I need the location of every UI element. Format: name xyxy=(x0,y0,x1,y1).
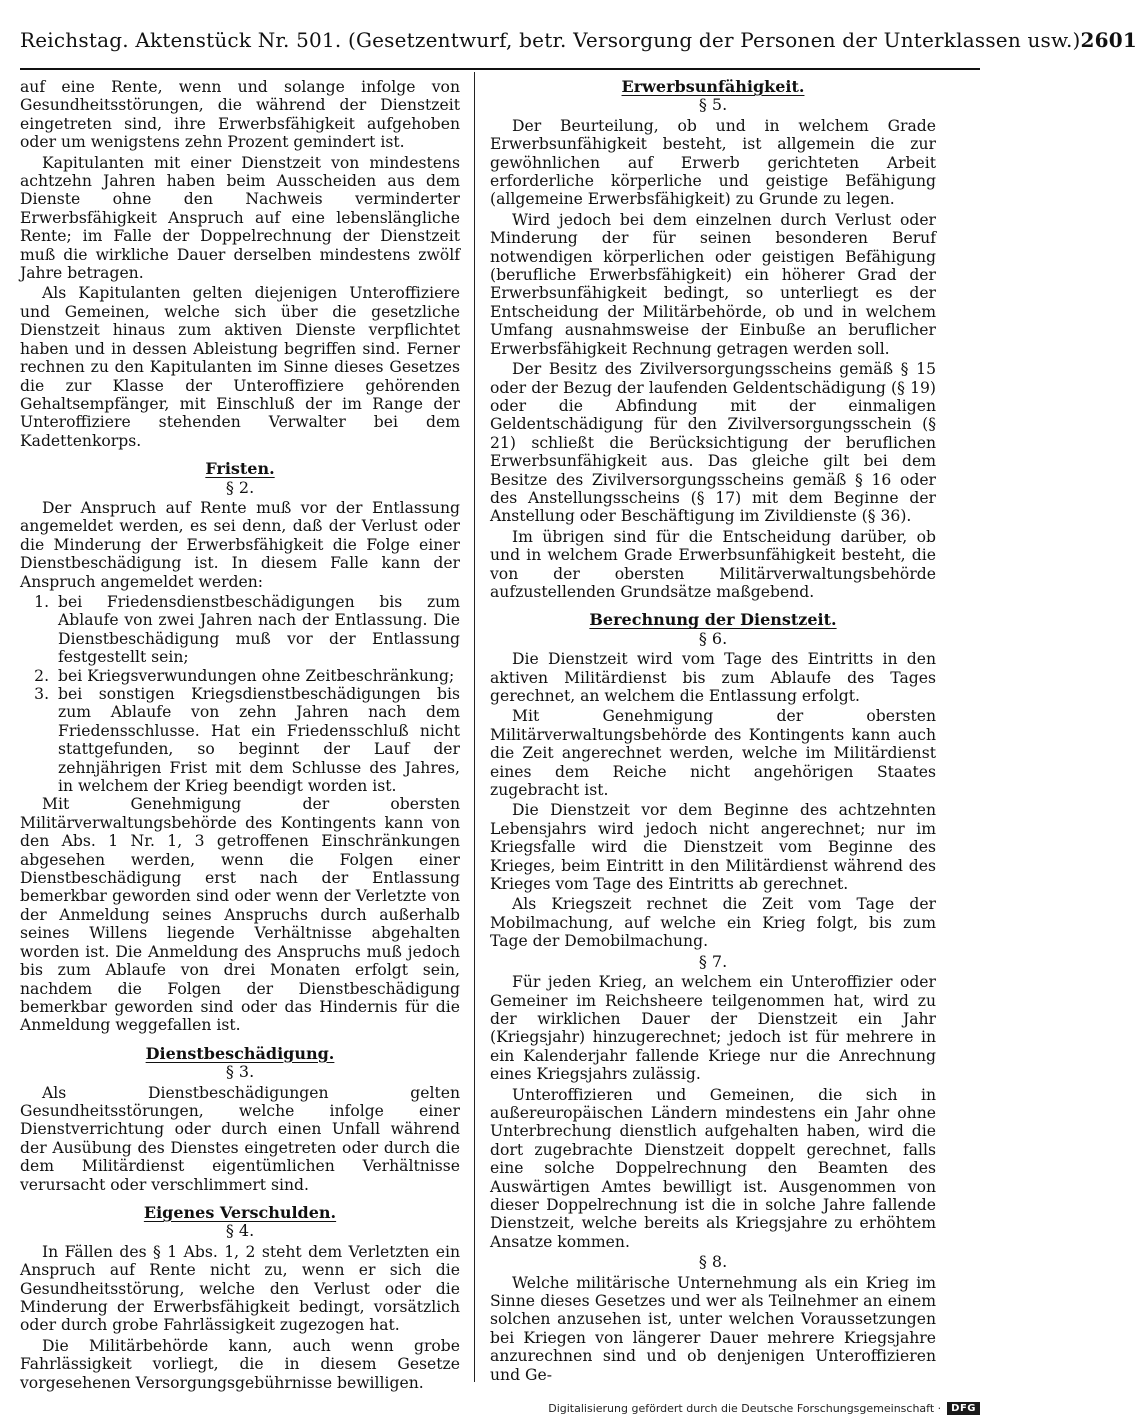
section-heading-dienstbeschaedigung: Dienstbeschädigung. xyxy=(145,1043,335,1063)
paragraph: Unteroffizieren und Gemeinen, die sich in außereuropäischen Ländern mindestens ein Jahr ohne Unterbrechung dienstlich aufgehalten haben, wird die dort zugebrachte Dienstzeit doppelt gerechnet, falls eine solche Doppelrechnung den Beamten des Auswärtigen Amtes bewilligt ist. Ausgenommen von dieser Doppelrechnung ist die in solche Jahre fallende Dienstzeit, welche bereits als Kriegsjahre zu erhöhtem Ansatze kommen. xyxy=(490,1085,936,1251)
paragraph: Mit Genehmigung der obersten Militärverwaltungsbehörde des Kontingents kann von den Abs. 1 Nr. 1, 3 getroffenen Einschränkungen abgesehen werden, wenn die Folgen einer Dienstbeschädigung erst nach der Entlassung bemerkbar geworden sind oder wenn der Verletzte von der Anmeldung seines Anspruchs durch außerhalb seines Willens liegende Verhältnisse abgehalten worden ist. Die Anmeldung des Anspruchs muß jedoch bis zum Ablaufe von drei Monaten erfolgt sein, nachdem die Folgen der Dienstbeschädigung bemerkbar geworden sind oder das Hindernis für die Anmeldung weggefallen ist. xyxy=(20,795,460,1035)
paragraph: Kapitulanten mit einer Dienstzeit von mindestens achtzehn Jahren haben beim Ausscheiden aus dem Dienste ohne den Nachweis verminderter Erwerbsfähigkeit Anspruch auf eine lebenslängliche Rente; im Falle der Doppelrechnung der Dienstzeit muß die wirkliche Dauer derselben mindestens zwölf Jahre betragen. xyxy=(20,153,460,283)
column-divider xyxy=(474,72,475,1382)
paragraph: Der Besitz des Zivilversorgungsscheins gemäß § 15 oder der Bezug der laufenden Geldentschädigung (§ 19) oder die Abfindung mit der einmaligen Geldentschädigung für den Zivilversorgungsschein (§ 21) schließt die Berücksichtigung der beruflichen Erwerbsunfähigkeit aus. Das gleiche gilt bei dem Besitze des Zivilversorgungsscheins gemäß § 16 oder des Anstellungsscheins (§ 17) mit dem Beginne der Anstellung oder Beschäftigung im Zivildienste (§ 36). xyxy=(490,360,936,526)
section-heading-eigenes-verschulden: Eigenes Verschulden. xyxy=(143,1202,337,1222)
page-number: 2601 xyxy=(1080,28,1137,52)
paragraph: Der Beurteilung, ob und in welchem Grade Erwerbsunfähigkeit besteht, ist allgemein die zur gewöhnlichen auf Erwerb gerichteten Arbeit erforderliche körperliche und geistige Befähigung (allgemeine Erwerbsfähigkeit) zu Grunde zu legen. xyxy=(490,116,936,209)
list-item: 3. bei sonstigen Kriegsdienstbeschädigungen bis zum Ablaufe von zehn Jahren nach dem Friedensschlusse. Hat ein Friedensschluß nicht stattgefunden, so beginnt der Lauf der zehnjährigen Frist mit dem Schlusse des Jahres, in welchem der Krieg beendigt worden ist. xyxy=(54,685,460,795)
list-item: 1. bei Friedensdienstbeschädigungen bis zum Ablaufe von zwei Jahren nach der Entlassung. Die Dienstbeschädigung muß vor der Entlassung festgestellt sein; xyxy=(54,593,460,667)
numbered-list xyxy=(20,593,460,795)
page-header xyxy=(20,28,1137,70)
paragraph: Im übrigen sind für die Entscheidung darüber, ob und in welchem Grade Erwerbsunfähigkeit besteht, die von der obersten Militärverwaltungsbehörde aufzustellenden Grundsätze maßgebend. xyxy=(490,527,936,601)
paragraph-number: § 6. xyxy=(698,628,728,648)
paragraph: Die Militärbehörde kann, auch wenn grobe Fahrlässigkeit vorliegt, die in diesem Gesetze vorgesehenen Versorgungsgebührnisse bewilligen. xyxy=(20,1336,460,1392)
paragraph-number: § 5. xyxy=(698,95,728,115)
paragraph-number: § 4. xyxy=(225,1221,255,1241)
paragraph: Mit Genehmigung der obersten Militärverwaltungsbehörde des Kontingents kann auch die Zeit angerechnet werden, welche im Militärdienst eines dem Reiche nicht angehörigen Staates zugebracht ist. xyxy=(490,707,936,800)
paragraph: Als Kriegszeit rechnet die Zeit vom Tage der Mobilmachung, auf welche ein Krieg folgt, bis zum Tage der Demobilmachung. xyxy=(490,895,936,951)
paragraph: Als Dienstbeschädigungen gelten Gesundheitsstörungen, welche infolge einer Dienstverrichtung oder durch einen Unfall während der Ausübung des Dienstes eingetreten oder durch die dem Militärdienst eigentümlichen Verhältnisse verursacht oder verschlimmert sind. xyxy=(20,1083,460,1194)
dfg-logo: DFG xyxy=(947,1402,980,1415)
paragraph: Welche militärische Unternehmung als ein Krieg im Sinne dieses Gesetzes und wer als Teilnehmer an einem solchen anzusehen ist, unter welchen Voraussetzungen bei Kriegen von längerer Dauer mehrere Kriegsjahre anzurechnen sind und ob denjenigen Unteroffizieren und Ge- xyxy=(490,1273,936,1384)
footer-credit: Digitalisierung gefördert durch die Deutsche Forschungsgemeinschaft · xyxy=(548,1401,942,1415)
paragraph-number: § 7. xyxy=(698,951,728,971)
header-title: Reichstag. Aktenstück Nr. 501. (Gesetzentwurf, betr. Versorgung der Personen der Unterklassen usw.) xyxy=(20,28,1081,52)
paragraph-number: § 3. xyxy=(225,1062,255,1082)
paragraph: Die Dienstzeit wird vom Tage des Eintritts in den aktiven Militärdienst bis zum Ablaufe des Tages gerechnet, an welchem die Entlassung erfolgt. xyxy=(490,650,936,705)
paragraph: auf eine Rente, wenn und solange infolge von Gesundheitsstörungen, die während der Dienstzeit eingetreten sind, ihre Erwerbsfähigkeit aufgehoben oder um wenigstens zehn Prozent gemindert ist. xyxy=(20,78,460,152)
paragraph-number: § 8. xyxy=(698,1252,728,1272)
paragraph: Wird jedoch bei dem einzelnen durch Verlust oder Minderung der für seinen besonderen Beruf notwendigen körperlichen oder geistigen Befähigung (berufliche Erwerbsfähigkeit) ein höherer Grad der Erwerbsunfähigkeit bedingt, so unterliegt es der Entscheidung der Militärbehörde, ob und in welchem Umfang ausnahmsweise der Einbuße an beruflicher Erwerbsfähigkeit Rechnung getragen werden soll. xyxy=(490,210,936,358)
paragraph: Für jeden Krieg, an welchem ein Unteroffizier oder Gemeiner im Reichsheere teilgenommen hat, wird zu der wirklichen Dauer der Dienstzeit ein Jahr (Kriegsjahr) hinzugerechnet; jedoch ist für mehrere in ein Kalenderjahr fallende Kriege nur die Anrechnung eines Kriegsjahrs zulässig. xyxy=(490,973,936,1084)
section-heading-berechnung: Berechnung der Dienstzeit. xyxy=(589,610,837,630)
paragraph: In Fällen des § 1 Abs. 1, 2 steht dem Verletzten ein Anspruch auf Rente nicht zu, wenn er sich die Gesundheitsstörung, welche den Verlust oder die Minderung der Erwerbsfähigkeit bedingt, vorsätzlich oder durch grobe Fahrlässigkeit zugezogen hat. xyxy=(20,1242,460,1335)
paragraph: Als Kapitulanten gelten diejenigen Unteroffiziere und Gemeinen, welche sich über die gesetzliche Dienstzeit hinaus zum aktiven Dienste verpflichtet haben und in dessen Ableistung begriffen sind. Ferner rechnen zu den Kapitulanten im Sinne dieses Gesetzes die zur Klasse der Unteroffiziere gehörenden Gehaltsempfänger, mit Einschluß der im Range der Unteroffiziere stehenden Verwalter bei dem Kadettenkorps. xyxy=(20,284,460,450)
paragraph: Der Anspruch auf Rente muß vor der Entlassung angemeldet werden, es sei denn, daß der Verlust oder die Minderung der Erwerbsfähigkeit die Folge einer Dienstbeschädigung ist. In diesem Falle kann der Anspruch angemeldet werden: xyxy=(20,498,460,591)
section-heading-fristen: Fristen. xyxy=(205,459,275,479)
paragraph: Die Dienstzeit vor dem Beginne des achtzehnten Lebensjahrs wird jedoch nicht angerechnet; nur im Kriegsfalle wird die Dienstzeit vom Beginne des Krieges, beim Eintritt in den Militärdienst während des Krieges vom Tage des Eintritts ab gerechnet. xyxy=(490,801,936,894)
list-item: 2. bei Kriegsverwundungen ohne Zeitbeschränkung; xyxy=(54,667,460,685)
left-column xyxy=(20,78,460,1392)
right-column xyxy=(490,77,936,1384)
page-footer xyxy=(548,1400,980,1416)
paragraph-number: § 2. xyxy=(225,477,255,497)
section-heading-erwerbsunfaehigkeit: Erwerbsunfähigkeit. xyxy=(621,77,805,96)
